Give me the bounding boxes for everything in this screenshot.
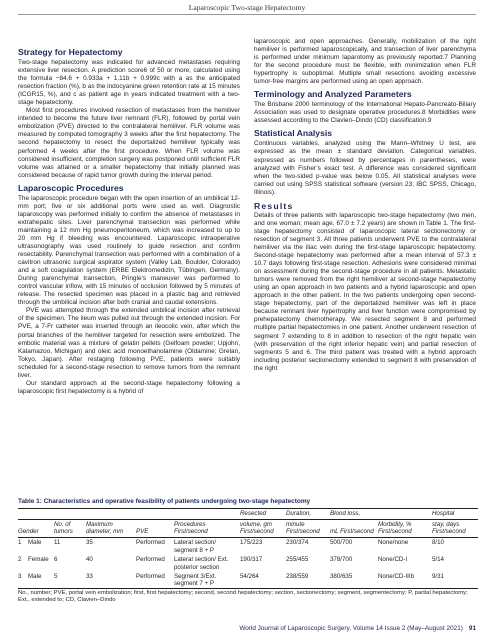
paragraph: Two-stage hepatectomy was indicated for advanced metastases requiring extensive liver resection. A prediction score6 of 50 or more, calculated using the formula −84.6 + 0.933a + 1.11b + 0.999c with a as the anticipated resection fraction (%), b as the indocyanine green retention rate at 15 minutes (ICGR15, %), and c as patient age in years indicated treatment with a two-stage hepatectomy.	[18, 59, 240, 107]
table-header-cell	[18, 509, 54, 520]
table-header-cell: Gender	[18, 528, 39, 536]
table-cell: 190/317	[239, 555, 263, 563]
table-cell: Performed	[135, 539, 165, 547]
table-row	[18, 571, 478, 588]
table-cell: 500/700	[329, 539, 353, 547]
table-cell: None/CD-I	[377, 555, 408, 563]
table-header-cell: mL First/second	[329, 528, 374, 536]
right-column	[254, 38, 476, 373]
table-cell: Female	[28, 555, 49, 563]
table-cell: 5	[53, 572, 58, 580]
table-cell: 33	[85, 572, 93, 580]
page-number: 91	[468, 625, 476, 632]
table-header-cell: Resected	[239, 510, 267, 517]
table-caption: Table 1: Characteristics and operative feasibility of patients undergoing two-stage hepatectomy	[18, 498, 311, 505]
page-footer	[239, 625, 476, 632]
section-heading-strategy: Strategy for Hepatectomy	[18, 47, 123, 57]
table-cell: 5/14	[431, 555, 444, 563]
section-heading-terminology: Terminology and Analyzed Parameters	[254, 89, 412, 100]
table-header-cell: Maximum diameter, mm	[85, 520, 124, 536]
paragraph: The laparoscopic procedure began with the open insertion of an umbilical 12-mm port; five or six additional ports were used as well. Diagnostic laparoscopy was performed initially to confirm the absence of metastases in extrahepatic sites. Liver parenchymal transection was performed while maintaining a 12 mm Hg pneumoperitoneum, which was increased to up to 20 mm Hg if bleeding was encountered. Laparoscopic intraoperative ultrasonography was used routinely to guide resection and confirm resectability. Parenchymal transection was performed with a combination of a cavitron ultrasonic surgical aspirator system (Valley Lab, Boulder, Colorado) and a soft coagulation system (ERBE Elektromedizin, Tübingen, Germany). During parenchymal transection, Pringle’s maneuver was performed to control vascular inflow, with 15 minutes of occlusion followed by 5 minutes of release. The resected specimen was placed in a plastic bag and retrieved through the umbilical incision after both cranial and caudal extensions.	[18, 194, 240, 307]
table-header-cell	[378, 509, 432, 520]
table-header-row	[18, 519, 478, 537]
section-heading-statistical-analysis: Statistical Analysis	[254, 128, 333, 139]
running-head: Laparoscopic Two-stage Hepatectomy	[188, 3, 306, 12]
characteristics-table	[18, 508, 478, 589]
table-cell: 175/223	[239, 539, 263, 547]
table-header-cell	[136, 509, 174, 520]
table-row	[18, 554, 478, 571]
table-footnote: No., number; PVE, portal vein embolization; first, first hepatectomy; second, second hepatectomy; section, sectionectomy; segment, segmentectomy; P, partial hepatectomy; Ext., extended to; CD, Clavien–Dindo	[18, 590, 468, 604]
journal-citation: World Journal of Laparoscopic Surgery, Volume 14 Issue 2 (May–August 2021)	[239, 625, 463, 632]
paragraph: PVE was attempted through the extended umbilical incision after retrieval of the specimen. The ileum was pulled out through the extended incision. For PVE, a 7-Fr catheter was inserted through an ileocolic vein, after which the portal branches of the hemiliver targeted for resection were embolized. The embolic material was a mixture of gelatin pellets (Gelfoam powder; Upjohn, Kalamazoo, Michigan) and oleic acid monoethanolamine (Oldamine; Grelan, Tokyo, Japan). After restaging following PVE, patients were suitably scheduled for a second-stage resection to remove tumors from the remnant liver.	[18, 307, 240, 379]
table-header-cell	[174, 509, 240, 520]
table-cell: 230/374	[285, 539, 309, 547]
section-heading-laparoscopic-procedures: Laparoscopic Procedures	[18, 182, 124, 193]
table-cell: Lateral section/ Ext. posterior section	[173, 555, 229, 571]
left-column	[18, 44, 240, 396]
table-header-cell: Procedures First/second	[173, 520, 208, 536]
paragraph: The Brisbane 2000 terminology of the International Hepato-Pancreato-Biliary Association was used to designate operative procedures.8 Morbidities were assessed according to the Clavien–Dindo (CD) classification.9	[254, 101, 476, 125]
table-header-cell: Duration,	[285, 510, 312, 517]
table-cell: Male	[28, 572, 42, 580]
table-cell: 54/264	[239, 572, 259, 580]
table-header-cell: stay, days First/second	[431, 520, 466, 536]
table-cell: 1	[18, 539, 22, 547]
table-header-cell: Hospital	[431, 510, 455, 517]
paragraph: Our standard approach at the second-stage hepatectomy following a laparoscopic first hepatectomy is a hybrid of	[18, 379, 240, 395]
table-cell: 40	[85, 555, 93, 563]
table-cell: Performed	[135, 572, 165, 580]
table-cell: 3	[18, 572, 22, 580]
table-cell: Male	[28, 539, 42, 547]
paragraph: Details of three patients with laparoscopic two-stage hepatectomy (two men, and one woman; mean age, 67.0 ± 7.2 years) are shown in Table 1. The first-stage hepatectomy consisted of laparoscopic lateral sectionectomy or resection of segment 3. All three patients underwent PVE to the contralateral hemiliver via the iliac vein during the first-stage laparoscopic hepatectomy. Second-stage hepatectomy was performed after a mean interval of 57.3 ± 10.7 days following first-stage resection. Adhesions were considered minimal on assessment during the second-stage procedure in all patients. Metastatic tumors were removed from the right hemiliver at second-stage hepatectomy using an open approach in two patients and a hybrid laparoscopic and open approach in the other patient. In the two patients undergoing open second-stage hepatectomy, part of the deportalized hemiliver was left in place because remnant liver hypertrophy and liver function were compromised by prehepatectomy chemotherapy. We resected segment 8 and performed multiple partial hepatectomies in one patient. Another underwent resection of segment 7 extending to 8 in addition to resection of the right hepatic vein (with preservation of the right inferior hepatic vein) and partial resection of segments 5 and 6. The third patient was treated with a hybrid approach including posterior sectionectomy extended to segment 8 with preservation of the right	[254, 211, 476, 372]
table-cell: None/none	[377, 539, 409, 547]
table-cell: None/CD-IIIb	[377, 572, 415, 580]
table-cell: Performed	[135, 555, 165, 563]
table-header-cell: PVE	[135, 528, 149, 536]
table-header-cell: Blood loss,	[329, 510, 361, 517]
header-rule	[18, 14, 476, 15]
table-cell: 255/455	[285, 555, 309, 563]
paragraph: Continuous variables, analyzed using the Mann–Whitney U test, are expressed as the mean ± standard deviation. Categorical variables, expressed as numbers followed by percentages in parentheses, were analyzed with Fisher’s exact test. A difference was considered significant when the two-sided p-value was below 0.05. All statistical analyses were carried out using SPSS statistical software (version 23; IBC SPSS, Chicago, Illinois).	[254, 140, 476, 196]
table-cell: 9/31	[431, 572, 444, 580]
table-cell: 35	[85, 539, 93, 547]
table-row	[18, 537, 478, 554]
table-cell: 11	[53, 539, 61, 547]
table-header-cell: No. of tumors	[53, 520, 73, 536]
table-cell: Segment 3/Ext. segment 7 + P	[173, 572, 217, 588]
paragraph: Most first procedures involved resection of metastases from the hemiliver intended to become the future liver remnant (FLR), followed by portal vein embolization (PVE) directed to the contralateral hemiliver. FLR volume was measured by computed tomography 3 weeks after the first hepatectomy. The second hepatectomy to resect the deportalized hemiliver typically was performed 4 weeks after the first procedure. When FLR volume was considered insufficient, completion surgery was postponed until sufficient FLR volume was attained or a smaller hepatectomy that initially planned was considered because of rapid tumor growth during the interval period.	[18, 107, 240, 179]
table-cell: 380/635	[329, 572, 353, 580]
paragraph: laparoscopic and open approaches. Generally, mobilization of the right hemiliver is performed laparoscopically, and transection of liver parenchyma is performed under minimum laparotomy as previously reported.7 Planning for the second procedure must be flexible, with minimization when FLR hypertrophy is suboptimal. Multiple small resections avoiding excessive tumor-free margins are performed using an open approach.	[254, 38, 476, 86]
table-header-cell: minute First/second	[285, 520, 320, 536]
table-header-cell: volume, gm First/second	[239, 520, 274, 536]
table-header-cell	[54, 509, 86, 520]
table-header-cell: Morbidity, % First/second	[377, 520, 412, 536]
table-cell: 238/559	[285, 572, 309, 580]
table-header-row	[18, 509, 478, 520]
section-heading-results: Results	[254, 200, 294, 211]
table-cell: 6	[53, 555, 58, 563]
table-cell: 2	[18, 555, 22, 563]
table-cell: 378/700	[329, 555, 353, 563]
table-cell: Lateral section/ segment 8 + P	[173, 539, 216, 554]
table-header-cell	[86, 509, 136, 520]
table-cell: 8/10	[431, 539, 444, 547]
